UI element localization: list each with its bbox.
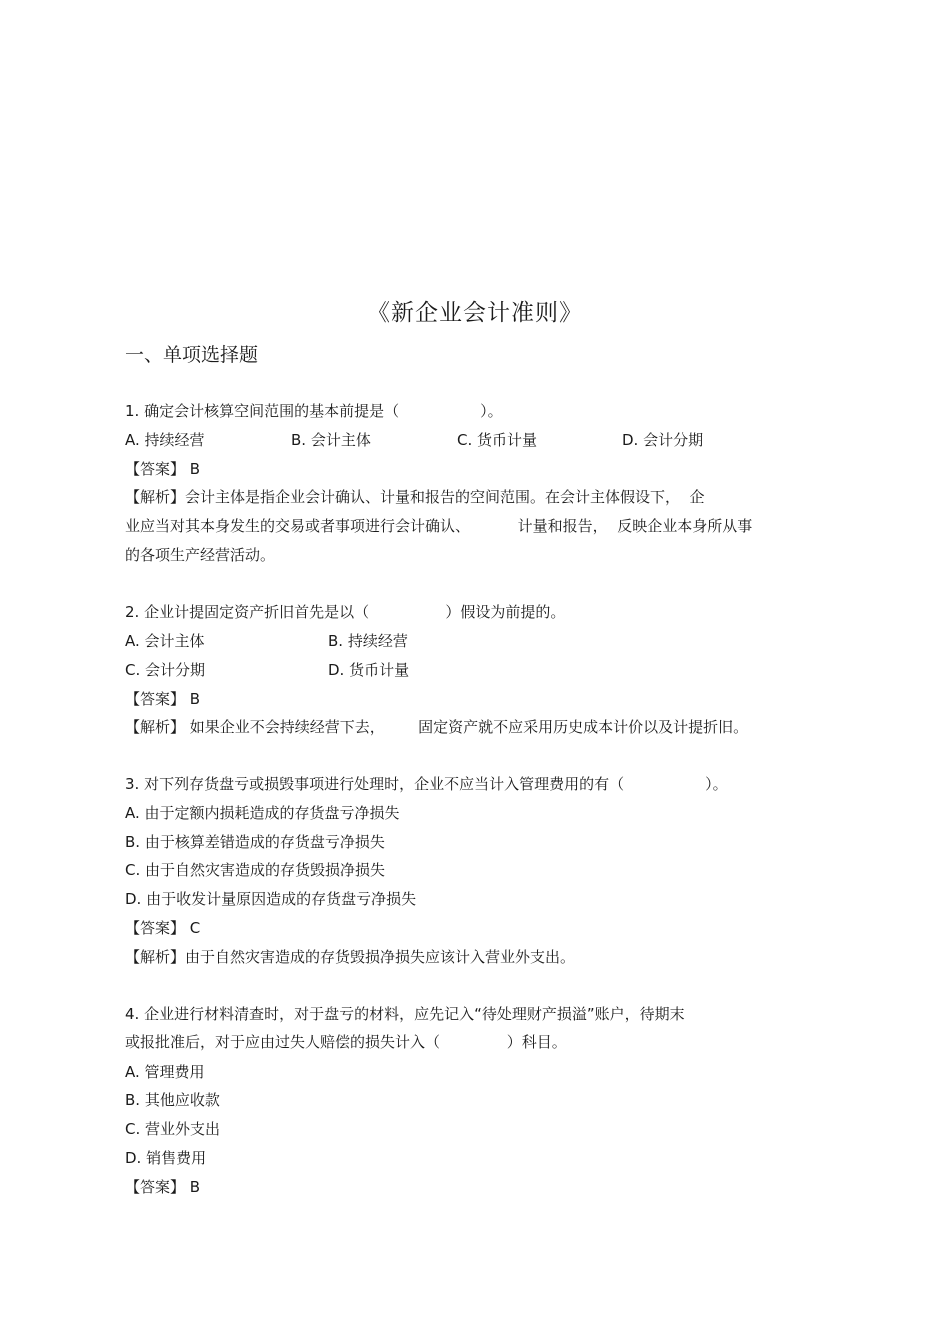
option-b: B. 会计主体 <box>291 431 371 449</box>
question-stem: 或报批准后，对于应由过失人赔偿的损失计入（ ）科目。 <box>125 1033 567 1051</box>
option-c: C. 营业外支出 <box>125 1120 221 1138</box>
option-a: A. 持续经营 <box>125 431 205 449</box>
document-title: 《新企业会计准则》 <box>367 300 583 326</box>
option-b: B. 其他应收款 <box>125 1091 220 1109</box>
answer: 【答案】 B <box>125 1178 201 1196</box>
option-a: A. 会计主体 <box>125 632 205 650</box>
option-a: A. 管理费用 <box>125 1063 205 1081</box>
answer: 【答案】 C <box>125 919 201 937</box>
question-stem: 2. 企业计提固定资产折旧首先是以（ ）假设为前提的。 <box>125 603 566 621</box>
option-d: D. 会计分期 <box>622 431 704 449</box>
answer: 【答案】 B <box>125 690 201 708</box>
analysis-line: 【解析】由于自然灾害造成的存货毁损净损失应该计入营业外支出。 <box>125 948 576 966</box>
question-stem: 1. 确定会计核算空间范围的基本前提是（ ）。 <box>125 402 503 420</box>
option-b: B. 由于核算差错造成的存货盘亏净损失 <box>125 833 385 851</box>
option-c: C. 会计分期 <box>125 661 206 679</box>
analysis-line: 业应当对其本身发生的交易或者事项进行会计确认、 计量和报告， 反映企业本身所从事 <box>125 517 753 535</box>
section-heading: 一、单项选择题 <box>125 344 259 366</box>
analysis-line: 【解析】会计主体是指企业会计确认、计量和报告的空间范围。在会计主体假设下， 企 <box>125 488 705 506</box>
option-d: D. 货币计量 <box>328 661 410 679</box>
answer: 【答案】 B <box>125 460 201 478</box>
analysis-line: 【解析】 如果企业不会持续经营下去， 固定资产就不应采用历史成本计价以及计提折旧。 <box>125 718 749 736</box>
option-c: C. 由于自然灾害造成的存货毁损净损失 <box>125 861 386 879</box>
option-d: D. 销售费用 <box>125 1149 207 1167</box>
question-stem: 3. 对下列存货盘亏或损毁事项进行处理时，企业不应当计入管理费用的有（ ）。 <box>125 775 728 793</box>
option-c: C. 货币计量 <box>457 431 538 449</box>
option-d: D. 由于收发计量原因造成的存货盘亏净损失 <box>125 890 417 908</box>
option-b: B. 持续经营 <box>328 632 408 650</box>
question-stem: 4. 企业进行材料清查时，对于盘亏的材料，应先记入“待处理财产损溢”账户，待期末 <box>125 1005 685 1023</box>
analysis-line: 的各项生产经营活动。 <box>125 546 276 564</box>
option-a: A. 由于定额内损耗造成的存货盘亏净损失 <box>125 804 400 822</box>
